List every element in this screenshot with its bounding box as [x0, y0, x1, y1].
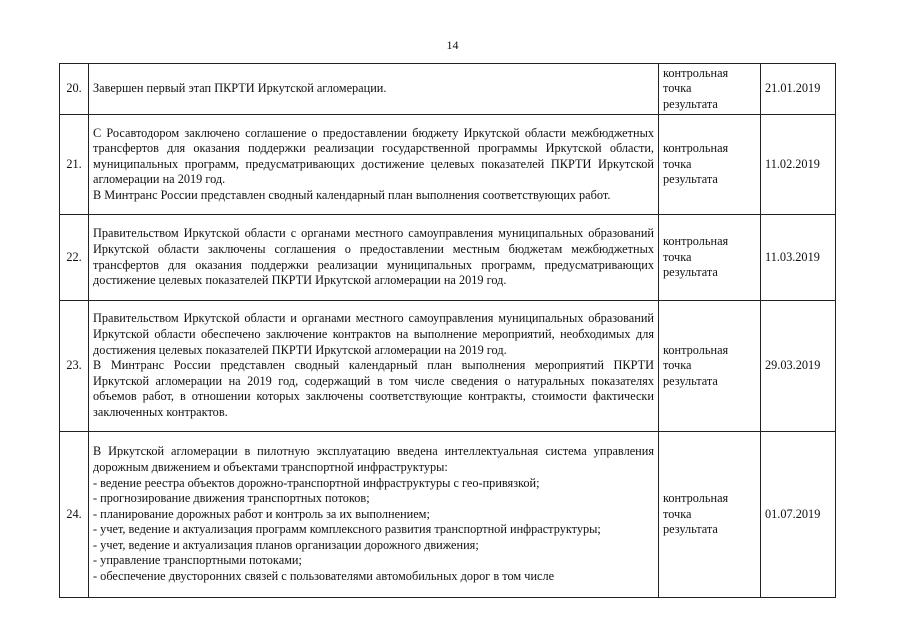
- table-body: [60, 64, 836, 598]
- control-points-table: [59, 63, 836, 598]
- description-bullet: - учет, ведение и актуализация планов организации дорожного движения;: [93, 537, 479, 552]
- description-line: С Росавтодором заключено соглашение о предоставлении бюджету Иркутской области межбюджетных трансфертов для оказания поддержки реализации государственной программы Иркутской области, муниципальных программ, предусматривающих достижение целевых показателей ПКРТИ Иркутской агломерации на 2019 год.: [93, 125, 654, 187]
- row-number: 20.: [60, 64, 89, 115]
- row-number: 22.: [60, 215, 89, 301]
- type-line: точка: [663, 506, 692, 521]
- row-description: [89, 64, 659, 115]
- type-line: точка: [663, 358, 692, 373]
- row-type: [659, 64, 761, 115]
- description-bullet: - планирование дорожных работ и контроль за их выполнением;: [93, 506, 430, 521]
- description-bullet: - прогнозирование движения транспортных потоков;: [93, 491, 370, 506]
- description-line: Правительством Иркутской области с органами местного самоуправления муниципальных образований Иркутской области заключены соглашения о предоставлении местным бюджетам межбюджетных трансфертов для оказания поддержки реализации муниципальных программ, предусматривающих достижение целевых показателей ПКРТИ Иркутской агломерации на 2019 год.: [93, 226, 654, 288]
- row-date: 01.07.2019: [761, 432, 836, 598]
- row-number: 23.: [60, 301, 89, 432]
- table-row: [60, 215, 836, 301]
- type-line: контрольная: [663, 141, 729, 156]
- row-type: [659, 432, 761, 598]
- type-line: результата: [663, 172, 718, 187]
- description-bullet: - ведение реестра объектов дорожно-транспортной инфраструктуры с гео-привязкой;: [93, 475, 540, 490]
- description-line: В Минтранс России представлен сводный календарный план выполнения соответствующих работ.: [93, 187, 611, 202]
- type-line: контрольная: [663, 342, 729, 357]
- row-type: [659, 301, 761, 432]
- type-line: точка: [663, 249, 692, 264]
- description-bullet: - управление транспортными потоками;: [93, 553, 302, 568]
- row-description: [89, 301, 659, 432]
- description-line: Правительством Иркутской области и органами местного самоуправления муниципальных образований Иркутской области обеспечено заключение контрактов на выполнение мероприятий, необходимых для достижения целевых показателей ПКРТИ Иркутской агломерации на 2019 год.: [93, 311, 654, 357]
- type-line: результата: [663, 265, 718, 280]
- page-number: 14: [446, 38, 459, 52]
- type-line: результата: [663, 96, 718, 111]
- description-line: В Минтранс России представлен сводный календарный план выполнения мероприятий ПКРТИ Иркутской агломерации на 2019 год, содержащий в том числе сведения о натуральных показателях объемов работ, в отношении которых заключены соответствующие контракты, стоимости фактически заключенных контрактов.: [93, 358, 654, 419]
- row-number: 21.: [60, 115, 89, 215]
- row-date: 21.01.2019: [761, 64, 836, 115]
- type-line: контрольная: [663, 491, 729, 506]
- row-description: [89, 115, 659, 215]
- description-line: Завершен первый этап ПКРТИ Иркутской агломерации.: [93, 81, 387, 96]
- row-date: 11.03.2019: [761, 215, 836, 301]
- row-type: [659, 215, 761, 301]
- type-line: точка: [663, 81, 692, 96]
- table-row: [60, 64, 836, 115]
- row-number: 24.: [60, 432, 89, 598]
- row-date: 11.02.2019: [761, 115, 836, 215]
- type-line: точка: [663, 156, 692, 171]
- row-type: [659, 115, 761, 215]
- type-line: контрольная: [663, 234, 729, 249]
- row-date: 29.03.2019: [761, 301, 836, 432]
- table-row: [60, 432, 836, 598]
- type-line: контрольная: [663, 65, 729, 80]
- table-row: [60, 301, 836, 432]
- row-description: [89, 432, 659, 598]
- type-line: результата: [663, 522, 718, 537]
- table-row: [60, 115, 836, 215]
- description-bullet: - обеспечение двусторонних связей с пользователями автомобильных дорог в том числе: [93, 569, 555, 584]
- description-bullet: - учет, ведение и актуализация программ комплексного развития транспортной инфраструктуры;: [93, 522, 601, 537]
- type-line: результата: [663, 373, 718, 388]
- row-description: [89, 215, 659, 301]
- description-line: В Иркутской агломерации в пилотную эксплуатацию введена интеллектуальная система управления дорожным движением и объектами транспортной инфраструктуры:: [93, 444, 654, 474]
